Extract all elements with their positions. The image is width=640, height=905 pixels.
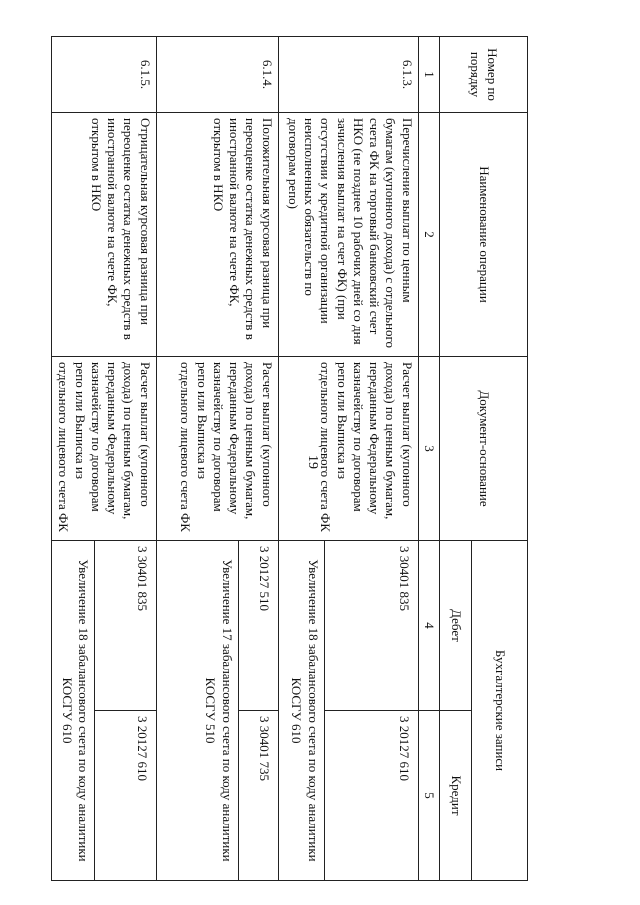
header-entries: Бухгалтерские записи <box>472 541 528 881</box>
row-operation: Положительная курсовая разница при переоценке остатка денежных средств в иностранной валюте на счете ФК, открытом в НКО <box>156 113 278 357</box>
row-note: Увеличение 17 забалансового счета по коду аналитики КОСГУ 510 <box>156 541 238 881</box>
accounting-table <box>51 36 528 881</box>
row-note: Увеличение 18 забалансового счета по коду аналитики КОСГУ 610 <box>52 541 95 881</box>
header-document: Документ-основание <box>440 357 528 541</box>
col-index: 4 <box>418 541 439 711</box>
header-credit: Кредит <box>440 711 472 881</box>
row-note: Увеличение 18 забалансового счета по коду аналитики КОСГУ 610 <box>278 541 324 881</box>
col-index: 5 <box>418 711 439 881</box>
row-credit: 3 30401 735 <box>238 711 278 881</box>
header-operation: Наименование операции <box>440 113 528 357</box>
row-operation: Перечисление выплат по ценным бумагам (купонного дохода) с отдельного счета ФК на торговый банковский счет НКО (не позднее 10 рабочих дней со дня зачисления выплат на счет ФК) (при отсутствии у кредитной организации неисполненных обязательств по договорам репо) <box>278 113 418 357</box>
row-debit: 3 30401 835 <box>324 541 418 711</box>
accounting-table-sheet <box>56 36 528 880</box>
row-credit: 3 20127 610 <box>95 711 156 881</box>
row-number: 6.1.5. <box>52 37 157 113</box>
row-document: Расчет выплат (купонного дохода) по ценным бумагам, переданным Федеральному казначейству по договорам репо или Выписка из отдельного лицевого счета ФК <box>278 357 418 541</box>
row-number: 6.1.4. <box>156 37 278 113</box>
row-document: Расчет выплат (купонного дохода) по ценным бумагам, переданным Федеральному казначейству по договорам репо или Выписка из отдельного лицевого счета ФК <box>156 357 278 541</box>
table-row <box>238 37 278 881</box>
header-debit: Дебет <box>440 541 472 711</box>
row-document: Расчет выплат (купонного дохода) по ценным бумагам, переданным Федеральному казначейству по договорам репо или Выписка из отдельного лицевого счета ФК <box>52 357 157 541</box>
row-credit: 3 20127 610 <box>324 711 418 881</box>
col-index: 3 <box>418 357 439 541</box>
column-index-row <box>418 37 439 881</box>
row-debit: 3 30401 835 <box>95 541 156 711</box>
col-index: 1 <box>418 37 439 113</box>
table-row <box>324 37 418 881</box>
row-number: 6.1.3. <box>278 37 418 113</box>
header-row-1 <box>472 37 528 881</box>
col-index: 2 <box>418 113 439 357</box>
table-row <box>95 37 156 881</box>
row-operation: Отрицательная курсовая разница при переоценке остатка денежных средств в иностранной валюте на счете ФК, открытом в НКО <box>52 113 157 357</box>
header-number: Номер по порядку <box>440 37 528 113</box>
row-debit: 3 20127 510 <box>238 541 278 711</box>
